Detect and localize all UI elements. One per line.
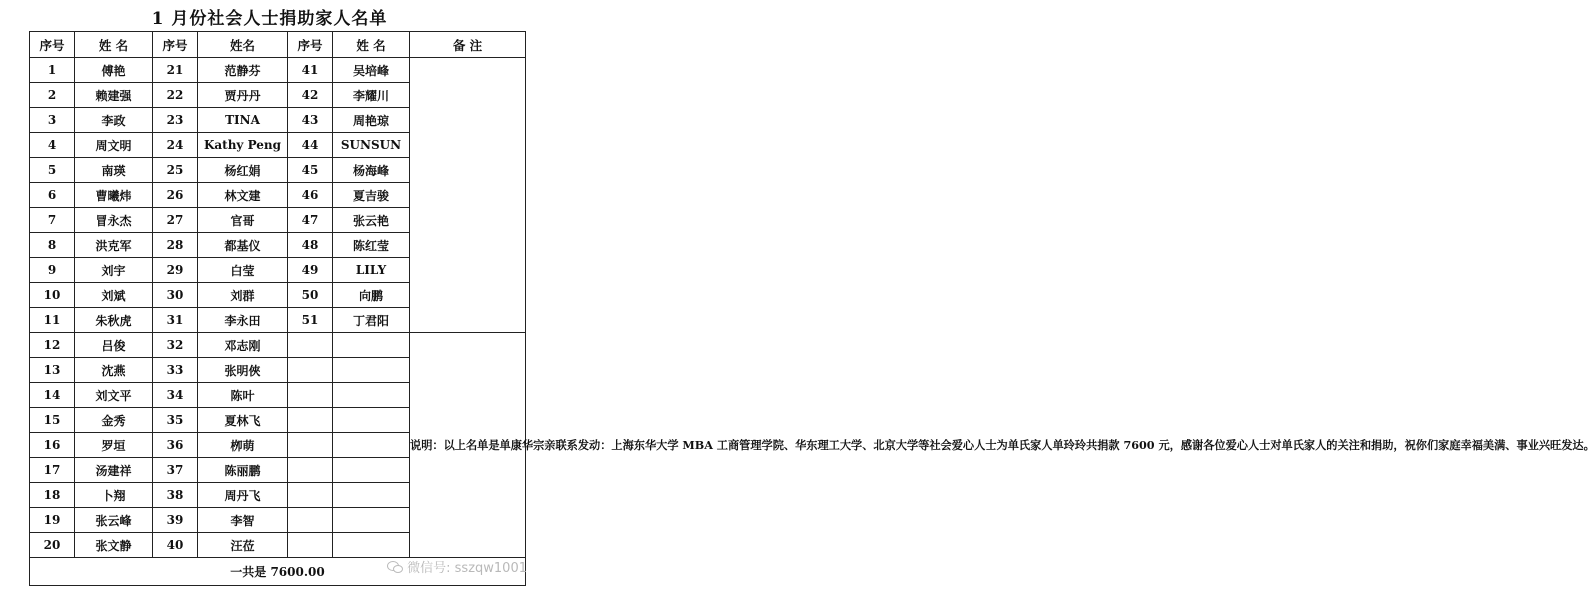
serial-cell: 14 [30,383,75,408]
name-cell: 冒永杰 [75,208,153,233]
serial-cell: 15 [30,408,75,433]
name-cell [333,408,410,433]
serial-cell: 8 [30,233,75,258]
page-title: 1 月份社会人士捐助家人名单 [151,9,388,29]
serial-cell: 44 [288,133,333,158]
serial-cell: 9 [30,258,75,283]
serial-cell: 51 [288,308,333,333]
serial-cell: 2 [30,83,75,108]
name-cell: 刘斌 [75,283,153,308]
header-serial-2: 序号 [153,32,198,58]
name-cell [333,433,410,458]
serial-cell: 25 [153,158,198,183]
watermark [387,557,527,576]
remarks-cell [410,58,526,333]
serial-cell [288,458,333,483]
header-name-2: 姓名 [198,32,288,58]
table-row [30,333,526,358]
name-cell: 杨海峰 [333,158,410,183]
total-amount: 一共是 7600.00 [30,558,526,586]
name-cell: 向鹏 [333,283,410,308]
header-name-3: 姓 名 [333,32,410,58]
name-cell: 洪克军 [75,233,153,258]
name-cell: 刘群 [198,283,288,308]
name-cell: 范静芬 [198,58,288,83]
serial-cell: 11 [30,308,75,333]
name-cell: 张文静 [75,533,153,558]
serial-cell: 48 [288,233,333,258]
serial-cell: 13 [30,358,75,383]
serial-cell: 7 [30,208,75,233]
name-cell [333,333,410,358]
name-cell: 吴培峰 [333,58,410,83]
serial-cell: 50 [288,283,333,308]
name-cell: 李永田 [198,308,288,333]
name-cell: 卜翔 [75,483,153,508]
name-cell: 丁君阳 [333,308,410,333]
serial-cell: 23 [153,108,198,133]
wechat-icon [387,560,403,573]
serial-cell [288,408,333,433]
name-cell: 南瑛 [75,158,153,183]
serial-cell: 28 [153,233,198,258]
serial-cell: 10 [30,283,75,308]
serial-cell [288,358,333,383]
name-cell: 吕俊 [75,333,153,358]
serial-cell: 27 [153,208,198,233]
name-cell [333,458,410,483]
serial-cell: 4 [30,133,75,158]
name-cell: 张明俠 [198,358,288,383]
serial-cell [288,433,333,458]
name-cell: 周丹飞 [198,483,288,508]
name-cell [333,383,410,408]
serial-cell: 21 [153,58,198,83]
serial-cell: 41 [288,58,333,83]
name-cell: 陈叶 [198,383,288,408]
serial-cell: 49 [288,258,333,283]
name-cell: 罗垣 [75,433,153,458]
name-cell [333,508,410,533]
name-cell: 林文建 [198,183,288,208]
name-cell: 白莹 [198,258,288,283]
name-cell [333,533,410,558]
serial-cell: 33 [153,358,198,383]
serial-cell: 3 [30,108,75,133]
serial-cell [288,508,333,533]
serial-cell: 19 [30,508,75,533]
name-cell: 周艳琼 [333,108,410,133]
serial-cell: 47 [288,208,333,233]
donor-table [29,31,1595,586]
serial-cell: 35 [153,408,198,433]
donation-note: 说明：以上名单是单康华宗亲联系发动：上海东华大学 MBA 工商管理学院、华东理工大学、北京大学等社会爱心人士为单氏家人单玲玲共捐款 7600 元，感谢各位爱心人士对单氏家人的关注和捐助，祝你们家庭幸福美满、事业兴旺发达。 [410,333,526,558]
name-cell: 汤建祥 [75,458,153,483]
serial-cell: 37 [153,458,198,483]
serial-cell [288,533,333,558]
name-cell: 邓志刚 [198,333,288,358]
name-cell: LILY [333,258,410,283]
serial-cell: 32 [153,333,198,358]
serial-cell: 12 [30,333,75,358]
name-cell: 刘宇 [75,258,153,283]
name-cell: 李耀川 [333,83,410,108]
name-cell: 栁萌 [198,433,288,458]
serial-cell: 1 [30,58,75,83]
serial-cell: 38 [153,483,198,508]
name-cell: 朱秋虎 [75,308,153,333]
serial-cell: 39 [153,508,198,533]
serial-cell [288,483,333,508]
name-cell: 陈红莹 [333,233,410,258]
serial-cell: 17 [30,458,75,483]
serial-cell: 24 [153,133,198,158]
name-cell: 李政 [75,108,153,133]
serial-cell: 6 [30,183,75,208]
serial-cell: 20 [30,533,75,558]
serial-cell: 22 [153,83,198,108]
name-cell: 周文明 [75,133,153,158]
serial-cell [288,333,333,358]
name-cell: SUNSUN [333,133,410,158]
name-cell: 都基仪 [198,233,288,258]
serial-cell: 45 [288,158,333,183]
serial-cell: 16 [30,433,75,458]
serial-cell: 18 [30,483,75,508]
header-remarks: 备 注 [410,32,526,58]
serial-cell: 40 [153,533,198,558]
name-cell: 张云峰 [75,508,153,533]
table-row [30,58,526,83]
name-cell [333,483,410,508]
name-cell: 陈丽鹏 [198,458,288,483]
name-cell: 沈燕 [75,358,153,383]
name-cell: Kathy Peng [198,133,288,158]
name-cell: 刘文平 [75,383,153,408]
name-cell: 汪莅 [198,533,288,558]
header-row [30,32,526,58]
serial-cell: 26 [153,183,198,208]
serial-cell: 42 [288,83,333,108]
name-cell [333,358,410,383]
serial-cell: 5 [30,158,75,183]
name-cell: 金秀 [75,408,153,433]
serial-cell: 30 [153,283,198,308]
name-cell: 张云艳 [333,208,410,233]
header-serial-3: 序号 [288,32,333,58]
name-cell: 官哥 [198,208,288,233]
serial-cell: 34 [153,383,198,408]
watermark-text: 微信号: sszqw1001 [407,561,527,576]
header-serial-1: 序号 [30,32,75,58]
serial-cell: 36 [153,433,198,458]
name-cell: 贾丹丹 [198,83,288,108]
name-cell: 赖建强 [75,83,153,108]
name-cell: 夏林飞 [198,408,288,433]
name-cell: TINA [198,108,288,133]
serial-cell: 31 [153,308,198,333]
name-cell: 傅艳 [75,58,153,83]
serial-cell: 29 [153,258,198,283]
name-cell: 夏吉骏 [333,183,410,208]
serial-cell: 46 [288,183,333,208]
name-cell: 李智 [198,508,288,533]
header-name-1: 姓 名 [75,32,153,58]
name-cell: 杨红娟 [198,158,288,183]
serial-cell [288,383,333,408]
serial-cell: 43 [288,108,333,133]
name-cell: 曹曦炜 [75,183,153,208]
